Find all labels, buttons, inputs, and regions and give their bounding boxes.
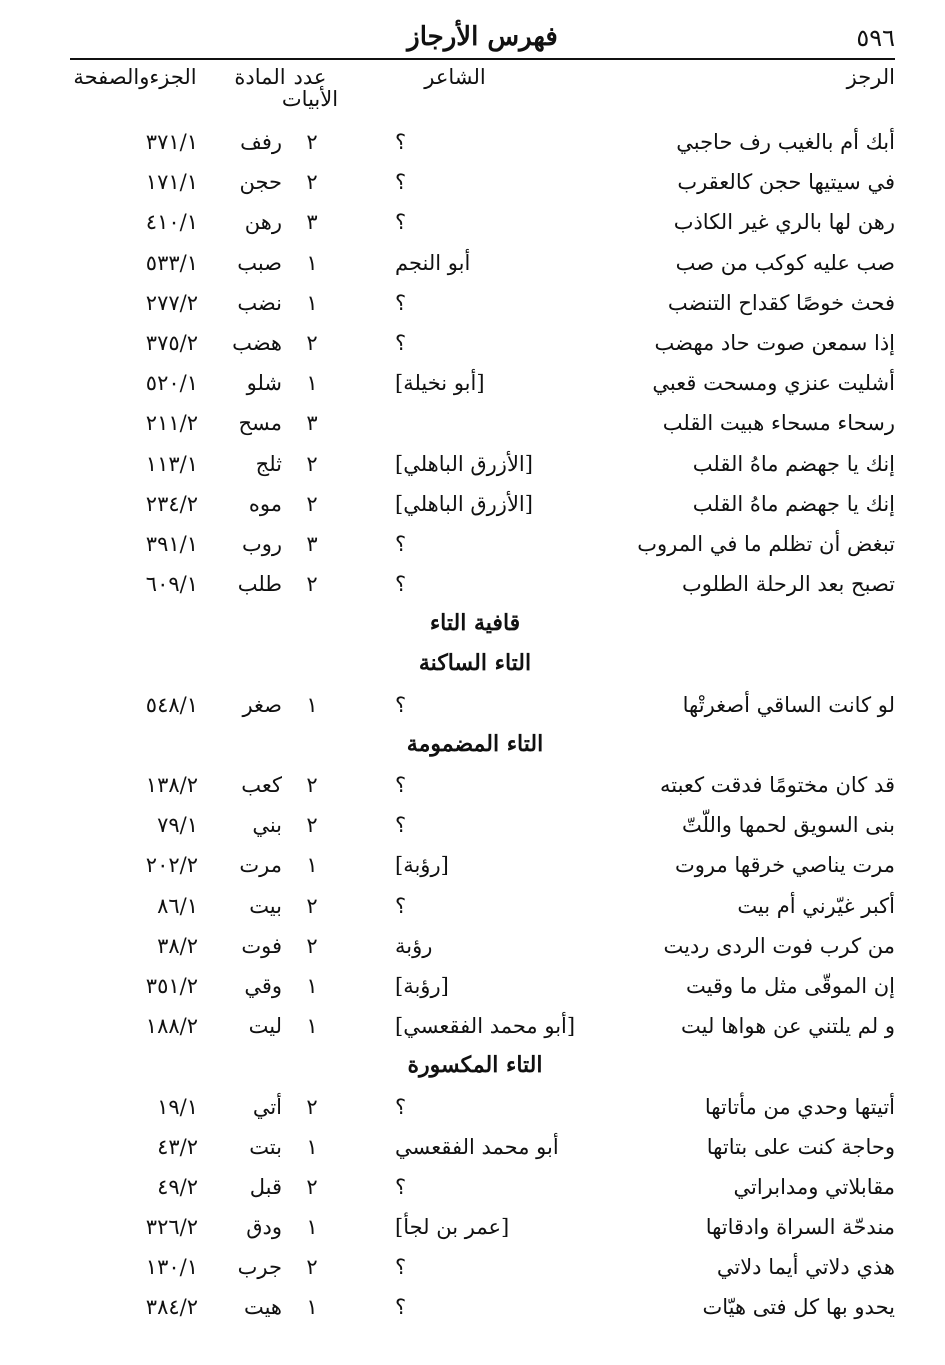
running-header <box>70 18 895 60</box>
table-row <box>70 805 895 845</box>
rajaz-cell: أبك أم بالغيب رف حاجبي <box>676 130 895 154</box>
running-title: فهرس الأرجاز <box>407 22 558 52</box>
rajaz-cell: و لم يلتني عن هواها ليت <box>681 1014 895 1039</box>
verse-count-cell: ٣ <box>306 411 318 436</box>
verse-count-cell: ١ <box>306 250 318 275</box>
volume-page-cell: ٣٩١/١ <box>145 531 198 556</box>
verse-count-cell: ٢ <box>306 773 318 797</box>
root-cell: كعب <box>241 773 282 797</box>
rajaz-cell: أتيتها وحدي من مأتاتها <box>704 1094 895 1119</box>
header-poet: الشاعر <box>424 65 486 89</box>
header-root: المادة <box>234 65 286 89</box>
volume-page-cell: ٤٩/٢ <box>157 1174 198 1199</box>
table-row <box>70 122 895 162</box>
volume-page-cell: ٢٣٤/٢ <box>145 491 198 516</box>
section-label: التاء المكسورة <box>407 1052 543 1079</box>
root-cell: نضب <box>237 290 282 315</box>
rajaz-cell: هذي دلاتي أيما دلاتي <box>716 1255 895 1280</box>
volume-page-cell: ٥٢٠/١ <box>145 371 198 396</box>
poet-cell: ؟ <box>395 773 407 797</box>
table-row <box>70 162 895 202</box>
volume-page-cell: ٣٥١/٢ <box>145 973 198 998</box>
verse-count-cell: ٢ <box>306 451 318 476</box>
table-row <box>70 524 895 564</box>
table-row <box>70 1127 895 1167</box>
root-cell: موه <box>248 491 282 516</box>
volume-page-cell: ١٩/١ <box>157 1094 198 1119</box>
header-rajaz: الرجز <box>846 65 895 89</box>
verse-count-cell: ١ <box>306 371 318 396</box>
rajaz-cell: رسحاء مسحاء هبيت القلب <box>662 411 895 436</box>
table-row <box>70 444 895 484</box>
verse-count-cell: ٢ <box>306 491 318 516</box>
table-row <box>70 685 895 725</box>
volume-page-cell: ١٧١/١ <box>145 170 198 195</box>
rajaz-cell: في سيتيها حجن كالعقرب <box>677 170 895 195</box>
rajaz-cell: مندحّة السراة وادقاتها <box>705 1215 895 1240</box>
rajaz-cell: صب عليه كوكب من صب <box>675 250 895 275</box>
poet-cell: [رؤبة] <box>395 853 449 878</box>
poet-cell: أبو محمد الفقعسي <box>395 1134 559 1159</box>
poet-cell: ؟ <box>395 1255 407 1280</box>
poet-cell: ؟ <box>395 170 407 195</box>
volume-page-cell: ١٣٠/١ <box>145 1255 198 1280</box>
volume-page-cell: ٣٧١/١ <box>145 130 198 154</box>
poet-cell: [رؤبة] <box>395 973 449 998</box>
poet-cell: رؤبة <box>395 933 433 958</box>
volume-page-cell: ٣٨٤/٢ <box>145 1295 198 1320</box>
root-cell: شلو <box>246 371 282 396</box>
table-row <box>70 403 895 443</box>
volume-page-cell: ٣٧٥/٢ <box>145 330 198 355</box>
section-heading <box>70 644 895 684</box>
root-cell: بيت <box>249 893 282 918</box>
header-verse-count: عدد الأبيات <box>281 65 339 111</box>
root-cell: ثلج <box>255 451 282 476</box>
table-row <box>70 323 895 363</box>
table-row <box>70 1287 895 1327</box>
root-cell: بني <box>252 813 282 838</box>
root-cell: ودق <box>246 1215 282 1240</box>
volume-page-cell: ٧٩/١ <box>157 813 198 838</box>
table-row <box>70 243 895 283</box>
rajaz-cell: رهن لها بالري غير الكاذب <box>673 210 895 235</box>
verse-count-cell: ١ <box>306 853 318 878</box>
verse-count-cell: ٢ <box>306 1094 318 1119</box>
root-cell: مرت <box>239 853 282 878</box>
section-heading <box>70 725 895 765</box>
verse-count-cell: ٣ <box>306 210 318 235</box>
rajaz-cell: إنك يا جهضم ماهُ القلب <box>692 491 895 516</box>
table-row <box>70 564 895 604</box>
root-cell: رهن <box>244 210 282 235</box>
volume-page-cell: ١٨٨/٢ <box>145 1014 198 1039</box>
table-row <box>70 202 895 242</box>
verse-count-cell: ٢ <box>306 1174 318 1199</box>
table-row <box>70 283 895 323</box>
poet-cell: ؟ <box>395 1295 407 1320</box>
verse-count-cell: ٢ <box>306 893 318 918</box>
column-headers <box>70 60 895 122</box>
table-row <box>70 1207 895 1247</box>
verse-count-cell: ١ <box>306 1134 318 1159</box>
volume-page-cell: ٢٧٧/٢ <box>145 290 198 315</box>
root-cell: ليت <box>248 1014 282 1039</box>
poet-cell: [الأزرق الباهلي] <box>395 491 533 516</box>
volume-page-cell: ٥٤٨/١ <box>145 692 198 717</box>
poet-cell: ؟ <box>395 893 407 918</box>
volume-page-cell: ٦٠٩/١ <box>145 572 198 597</box>
rajaz-cell: أكبر غيّرني أم بيت <box>737 893 895 918</box>
rajaz-cell: تصبح بعد الرحلة الطلوب <box>681 572 895 597</box>
volume-page-cell: ٨٦/١ <box>157 893 198 918</box>
table-row <box>70 1006 895 1046</box>
root-cell: قبل <box>249 1174 282 1199</box>
root-cell: طلب <box>237 572 282 597</box>
index-table <box>70 122 895 1328</box>
poet-cell: ؟ <box>395 813 407 838</box>
root-cell: فوت <box>241 933 282 958</box>
section-label: قافية التاء <box>429 610 521 637</box>
poet-cell: ؟ <box>395 210 407 235</box>
poet-cell: ؟ <box>395 290 407 315</box>
root-cell: هضب <box>232 330 282 355</box>
volume-page-cell: ١٣٨/٢ <box>145 773 198 797</box>
header-volume-page: الجزءوالصفحة <box>73 65 197 89</box>
table-row <box>70 966 895 1006</box>
poet-cell: ؟ <box>395 330 407 355</box>
root-cell: جرب <box>237 1255 282 1280</box>
volume-page-cell: ٣٢٦/٢ <box>145 1215 198 1240</box>
table-row <box>70 1167 895 1207</box>
volume-page-cell: ٤١٠/١ <box>145 210 198 235</box>
rajaz-cell: مرت يناصي خرقها مروت <box>675 853 895 878</box>
section-label: التاء الساكنة <box>418 650 532 677</box>
verse-count-cell: ٢ <box>306 130 318 154</box>
verse-count-cell: ١ <box>306 290 318 315</box>
verse-count-cell: ١ <box>306 973 318 998</box>
rajaz-cell: أشليت عنزي ومسحت قعبي <box>652 371 895 396</box>
root-cell: حجن <box>239 170 282 195</box>
root-cell: مسح <box>238 411 282 436</box>
rajaz-cell: يحدو بها كل فتى هيّات <box>702 1295 895 1320</box>
volume-page-cell: ٢٠٢/٢ <box>145 853 198 878</box>
root-cell: صبب <box>237 250 282 275</box>
verse-count-cell: ٣ <box>306 531 318 556</box>
rajaz-cell: وحاجة كنت على بتاتها <box>706 1134 895 1159</box>
poet-cell: ؟ <box>395 1174 407 1199</box>
verse-count-cell: ٢ <box>306 933 318 958</box>
poet-cell: [أبو محمد الفقعسي] <box>395 1014 576 1039</box>
rajaz-cell: إذا سمعن صوت حاد مهضب <box>654 330 895 355</box>
rajaz-cell: من كرب فوت الردى رديت <box>663 933 895 958</box>
section-label: التاء المضمومة <box>406 730 544 757</box>
section-heading <box>70 1046 895 1086</box>
rajaz-cell: مقابلاتي ومدابراتي <box>733 1174 895 1199</box>
rajaz-cell: إن الموقّى مثل ما وقيت <box>686 973 895 998</box>
volume-page-cell: ٤٣/٢ <box>157 1134 198 1159</box>
root-cell: صغر <box>242 692 282 717</box>
rajaz-cell: قد كان مختومًا فدقت كعبته <box>660 773 895 797</box>
table-row <box>70 1087 895 1127</box>
verse-count-cell: ١ <box>306 1215 318 1240</box>
section-heading <box>70 604 895 644</box>
rajaz-cell: فحث خوصًا كقداح التنضب <box>667 290 895 315</box>
poet-cell: ؟ <box>395 692 407 717</box>
table-row <box>70 765 895 805</box>
table-row <box>70 845 895 885</box>
root-cell: بتت <box>249 1134 282 1159</box>
volume-page-cell: ٥٣٣/١ <box>145 250 198 275</box>
rajaz-cell: تبغض أن تظلم ما في المروب <box>637 531 895 556</box>
poet-cell: ؟ <box>395 1094 407 1119</box>
verse-count-cell: ٢ <box>306 572 318 597</box>
root-cell: روب <box>241 531 282 556</box>
verse-count-cell: ٢ <box>306 170 318 195</box>
poet-cell: أبو النجم <box>395 250 471 275</box>
table-row <box>70 484 895 524</box>
page-number: ٥٩٦ <box>856 24 895 52</box>
verse-count-cell: ١ <box>306 692 318 717</box>
table-row <box>70 926 895 966</box>
volume-page-cell: ٣٨/٢ <box>157 933 198 958</box>
verse-count-cell: ٢ <box>306 813 318 838</box>
rajaz-cell: لو كانت الساقي أصغرتْها <box>682 692 895 717</box>
table-row <box>70 1247 895 1287</box>
poet-cell: ؟ <box>395 531 407 556</box>
rajaz-cell: بنى السويق لحمها واللّتّ <box>681 813 895 838</box>
volume-page-cell: ٢١١/٢ <box>145 411 198 436</box>
index-page <box>70 18 895 1348</box>
table-row <box>70 886 895 926</box>
verse-count-cell: ٢ <box>306 330 318 355</box>
root-cell: رفف <box>240 130 282 154</box>
verse-count-cell: ٢ <box>306 1255 318 1280</box>
poet-cell: ؟ <box>395 130 407 154</box>
poet-cell: [أبو نخيلة] <box>395 371 485 396</box>
root-cell: هيت <box>243 1295 282 1320</box>
verse-count-cell: ١ <box>306 1014 318 1039</box>
table-row <box>70 363 895 403</box>
rajaz-cell: إنك يا جهضم ماهُ القلب <box>692 451 895 476</box>
volume-page-cell: ١١٣/١ <box>145 451 198 476</box>
verse-count-cell: ١ <box>306 1295 318 1320</box>
root-cell: أتي <box>252 1094 282 1119</box>
poet-cell: [الأزرق الباهلي] <box>395 451 533 476</box>
poet-cell: [عمر بن لجأ] <box>395 1215 510 1240</box>
poet-cell: ؟ <box>395 572 407 597</box>
root-cell: وقي <box>244 973 282 998</box>
